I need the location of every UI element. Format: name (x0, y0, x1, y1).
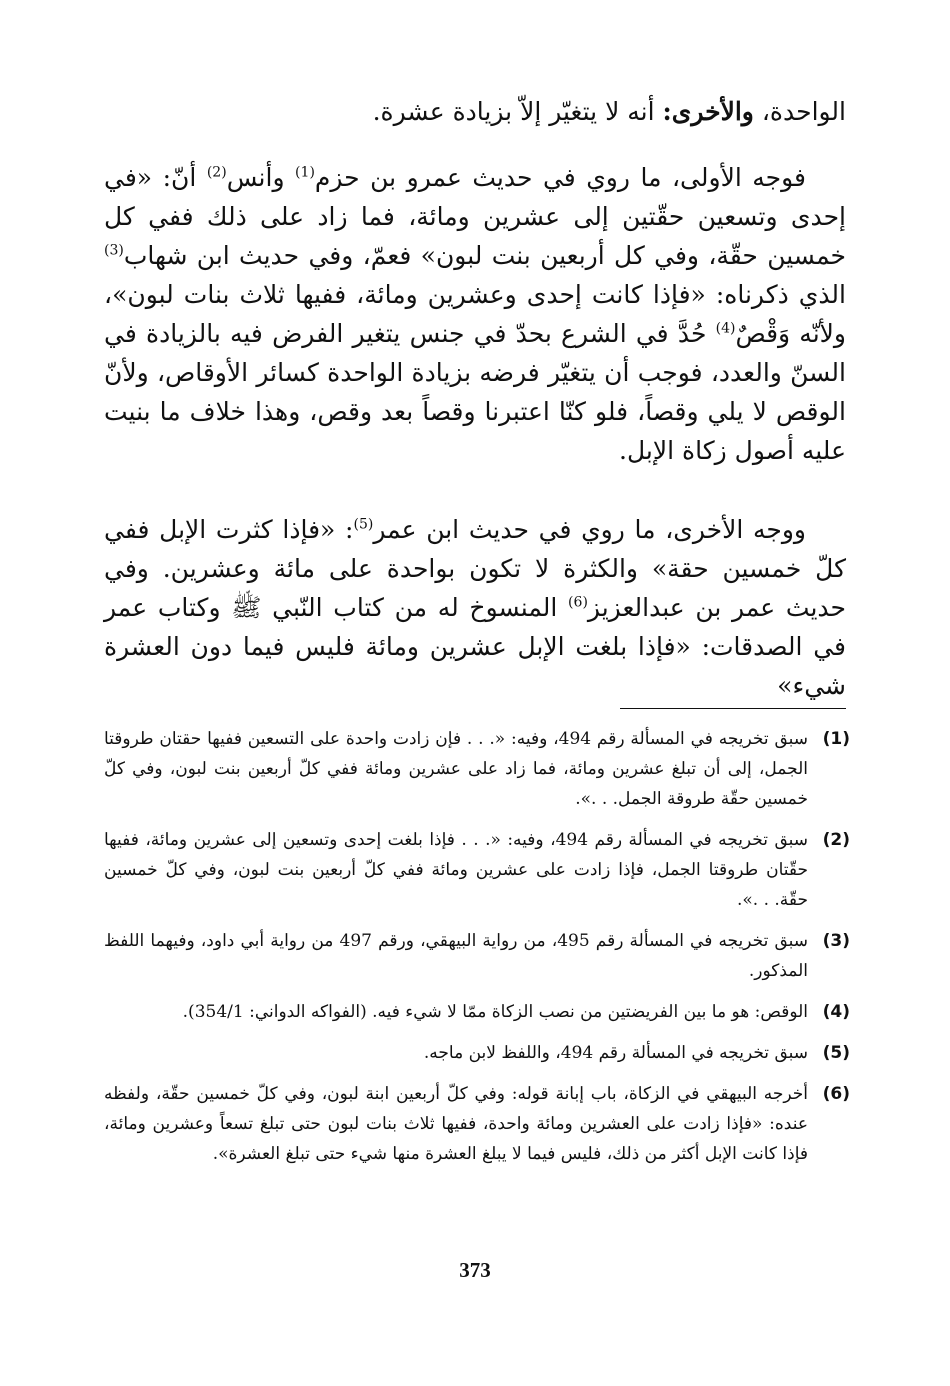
footnote-number: (4) (822, 1002, 850, 1022)
footnote-ref-2[interactable]: (2) (206, 164, 227, 181)
p2-text-c: أنّ: «في إحدى وتسعين حقّتين إلى عشرين ومائة، فما زاد على ذلك ففي كل خمسين حقّة، وفي كل أربعين بنت لبون» فعمّ، وفي حديث ابن شهاب (104, 163, 846, 270)
footnote-number: (2) (822, 830, 850, 850)
p1-rest: أنه لا يتغيّر إلاّ بزيادة عشرة. (372, 97, 655, 126)
p2-text-e: حُدَّ في الشرع بحدّ في جنس يتغير الفرض فيه بالزيادة في السنّ والعدد، فوجب أن يتغيّر فرضه بزيادة الواحدة كسائر الأوقاص، ولأنّ الوقص لا يلي وقصاً، فلو كنّا اعتبرنا وقصاً بعد وقص، وهذا خلاف ما بنيت عليه أصول زكاة الإبل. (104, 319, 846, 465)
footnote-ref-4[interactable]: (4) (715, 320, 736, 337)
footnote-item (104, 997, 850, 1027)
footnote-ref-3[interactable]: (3) (104, 242, 124, 259)
paragraph-2 (104, 158, 846, 470)
footnote-item (104, 926, 850, 986)
footnote-ref-1[interactable]: (1) (295, 164, 315, 181)
footnote-text: سبق تخريجه في المسألة رقم 494، وفيه: «. . . فإن زادت واحدة على التسعين ففيها حقتان طروقتا الجمل، إلى أن تبلغ عشرين ومائة، فما زاد على عشرين ومائة ففي كلّ أربعين بنت لبون، وفي كلّ خمسين حقّة طروقة الجمل. . .». (104, 729, 808, 809)
footnote-number: (3) (822, 931, 850, 951)
footnote-item (104, 825, 850, 915)
p2-text-a: فوجه الأولى، ما روي في حديث عمرو بن حزم (314, 163, 806, 192)
p1-label: الواحدة، (761, 97, 846, 126)
footnote-item (104, 724, 850, 814)
footnote-text: سبق تخريجه في المسألة رقم 495، من رواية البيهقي، ورقم 497 من رواية أبي داود، وفيهما اللفظ المذكور. (104, 931, 809, 981)
footnote-text: الوقص: هو ما بين الفريضتين من نصب الزكاة ممّا لا شيء فيه. (الفواكه الدواني: 354/1). (182, 1002, 808, 1022)
paragraph-3 (104, 510, 846, 705)
page-number: 373 (459, 1258, 491, 1282)
paragraph-1 (104, 92, 846, 131)
p2-text-b: وأنس (226, 163, 296, 192)
footnote-ref-6[interactable]: (6) (568, 594, 588, 611)
p3-text-a: ووجه الأخرى، ما روي في حديث ابن عمر (373, 515, 806, 544)
footnote-ref-5[interactable]: (5) (353, 516, 374, 533)
footnote-number: (6) (822, 1084, 850, 1104)
p2-text-d: الذي ذكرناه: «فإذا كانت إحدى وعشرين ومائة، ففيها ثلاث بنات لبون»، ولأنّه وَقْصٌ (104, 280, 846, 348)
footnote-separator (620, 708, 846, 709)
footnote-number: (5) (822, 1043, 850, 1063)
p1-bold-term: والأخرى: (662, 97, 754, 126)
p3-text-c: المنسوخ له من كتاب النّبي ﷺ وكتاب عمر في الصدقات: «فإذا بلغت الإبل عشرين ومائة فليس فيما دون العشرة شيء» (104, 593, 847, 700)
footnote-text: أخرجه البيهقي في الزكاة، باب إبانة قوله: وفي كلّ أربعين ابنة لبون، وفي كلّ خمسين حقّة، ولفظه عنده: «فإذا زادت على العشرين ومائة واحدة، ففيها ثلاث بنات لبون حتى تبلغ تسعاً وعشرين ومائة، فإذا كانت الإبل أكثر من ذلك، فليس فيما لا يبلغ العشرة منها شيء حتى تبلغ العشرة». (104, 1084, 808, 1164)
footnote-text: سبق تخريجه في المسألة رقم 494، وفيه: «. . . فإذا بلغت إحدى وتسعين إلى عشرين ومائة، ففيها حقّتان طروقتا الجمل، فإذا زادت على عشرين ومائة ففي كلّ أربعين بنت لبون، وفي كلّ خمسين حقّة. . .». (104, 830, 809, 910)
footnote-item (104, 1038, 850, 1068)
footnote-item (104, 1079, 850, 1169)
footnotes (104, 724, 850, 1180)
footnote-text: سبق تخريجه في المسألة رقم 494، واللفظ لابن ماجه. (423, 1043, 808, 1063)
p3-text-b: : «فإذا كثرت الإبل ففي كلّ خمسين حقة» والكثرة لا تكون بواحدة على مائة وعشرين. وفي حديث عمر بن عبدالعزيز (104, 515, 846, 622)
footnote-number: (1) (822, 729, 850, 749)
